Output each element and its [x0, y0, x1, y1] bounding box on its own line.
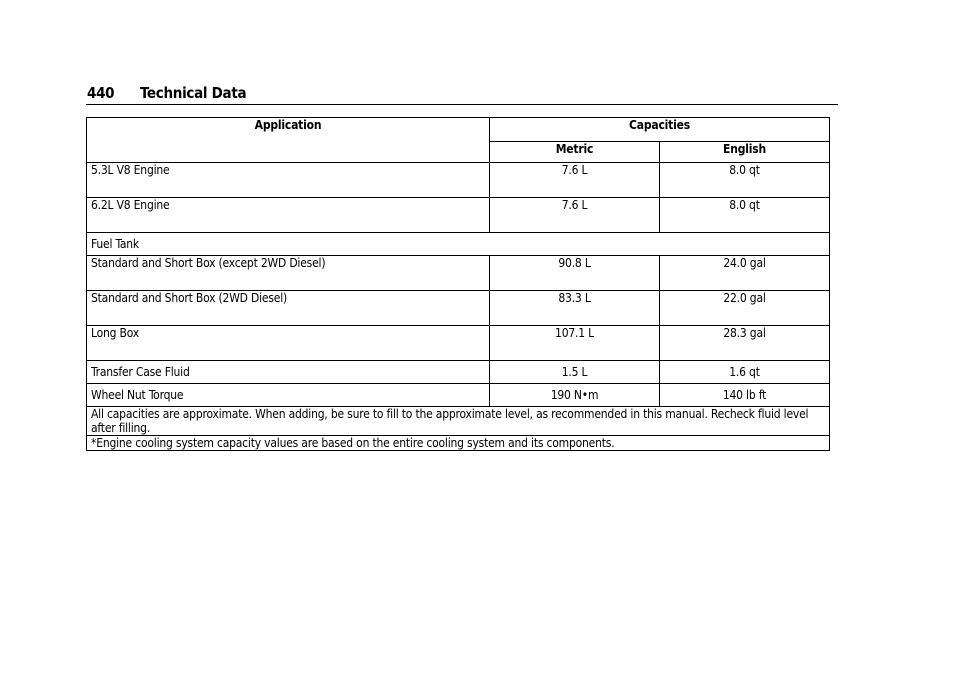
capacities-table — [86, 117, 830, 451]
row-label: 6.2L V8 Engine — [87, 198, 490, 233]
metric-value: 190 N•m — [490, 384, 660, 407]
section-title: Technical Data — [140, 84, 247, 102]
note-approximate: All capacities are approximate. When adding, be sure to fill to the approximate level, as recommended in this manual. Recheck fluid level after filling. — [87, 407, 830, 436]
row-label: Transfer Case Fluid — [87, 361, 490, 384]
page-header — [86, 84, 838, 105]
english-value: 8.0 qt — [660, 198, 830, 233]
english-header: English — [660, 141, 830, 162]
metric-value: 107.1 L — [490, 326, 660, 361]
table-row — [87, 384, 830, 407]
capacities-header: Capacities — [490, 118, 830, 142]
table-note-row — [87, 436, 830, 451]
table-row — [87, 233, 830, 256]
metric-value: 1.5 L — [490, 361, 660, 384]
table-row — [87, 326, 830, 361]
page-number: 440 — [87, 84, 115, 102]
metric-value: 90.8 L — [490, 256, 660, 291]
row-label: Long Box — [87, 326, 490, 361]
english-value: 28.3 gal — [660, 326, 830, 361]
metric-header: Metric — [490, 141, 660, 162]
english-value: 24.0 gal — [660, 256, 830, 291]
row-label: 5.3L V8 Engine — [87, 163, 490, 198]
english-value: 8.0 qt — [660, 163, 830, 198]
metric-value: 7.6 L — [490, 198, 660, 233]
row-label: Standard and Short Box (2WD Diesel) — [87, 291, 490, 326]
row-label: Standard and Short Box (except 2WD Diesel) — [87, 256, 490, 291]
metric-value: 7.6 L — [490, 163, 660, 198]
table-row — [87, 163, 830, 198]
row-label: Wheel Nut Torque — [87, 384, 490, 407]
table-row — [87, 361, 830, 384]
table-row — [87, 291, 830, 326]
table-row — [87, 256, 830, 291]
note-cooling-system: *Engine cooling system capacity values are based on the entire cooling system and its components. — [87, 436, 830, 451]
section-label-fuel-tank: Fuel Tank — [87, 233, 830, 256]
table-note-row — [87, 407, 830, 436]
english-value: 140 lb ft — [660, 384, 830, 407]
table-row — [87, 198, 830, 233]
english-value: 22.0 gal — [660, 291, 830, 326]
metric-value: 83.3 L — [490, 291, 660, 326]
application-header: Application — [87, 118, 490, 163]
english-value: 1.6 qt — [660, 361, 830, 384]
